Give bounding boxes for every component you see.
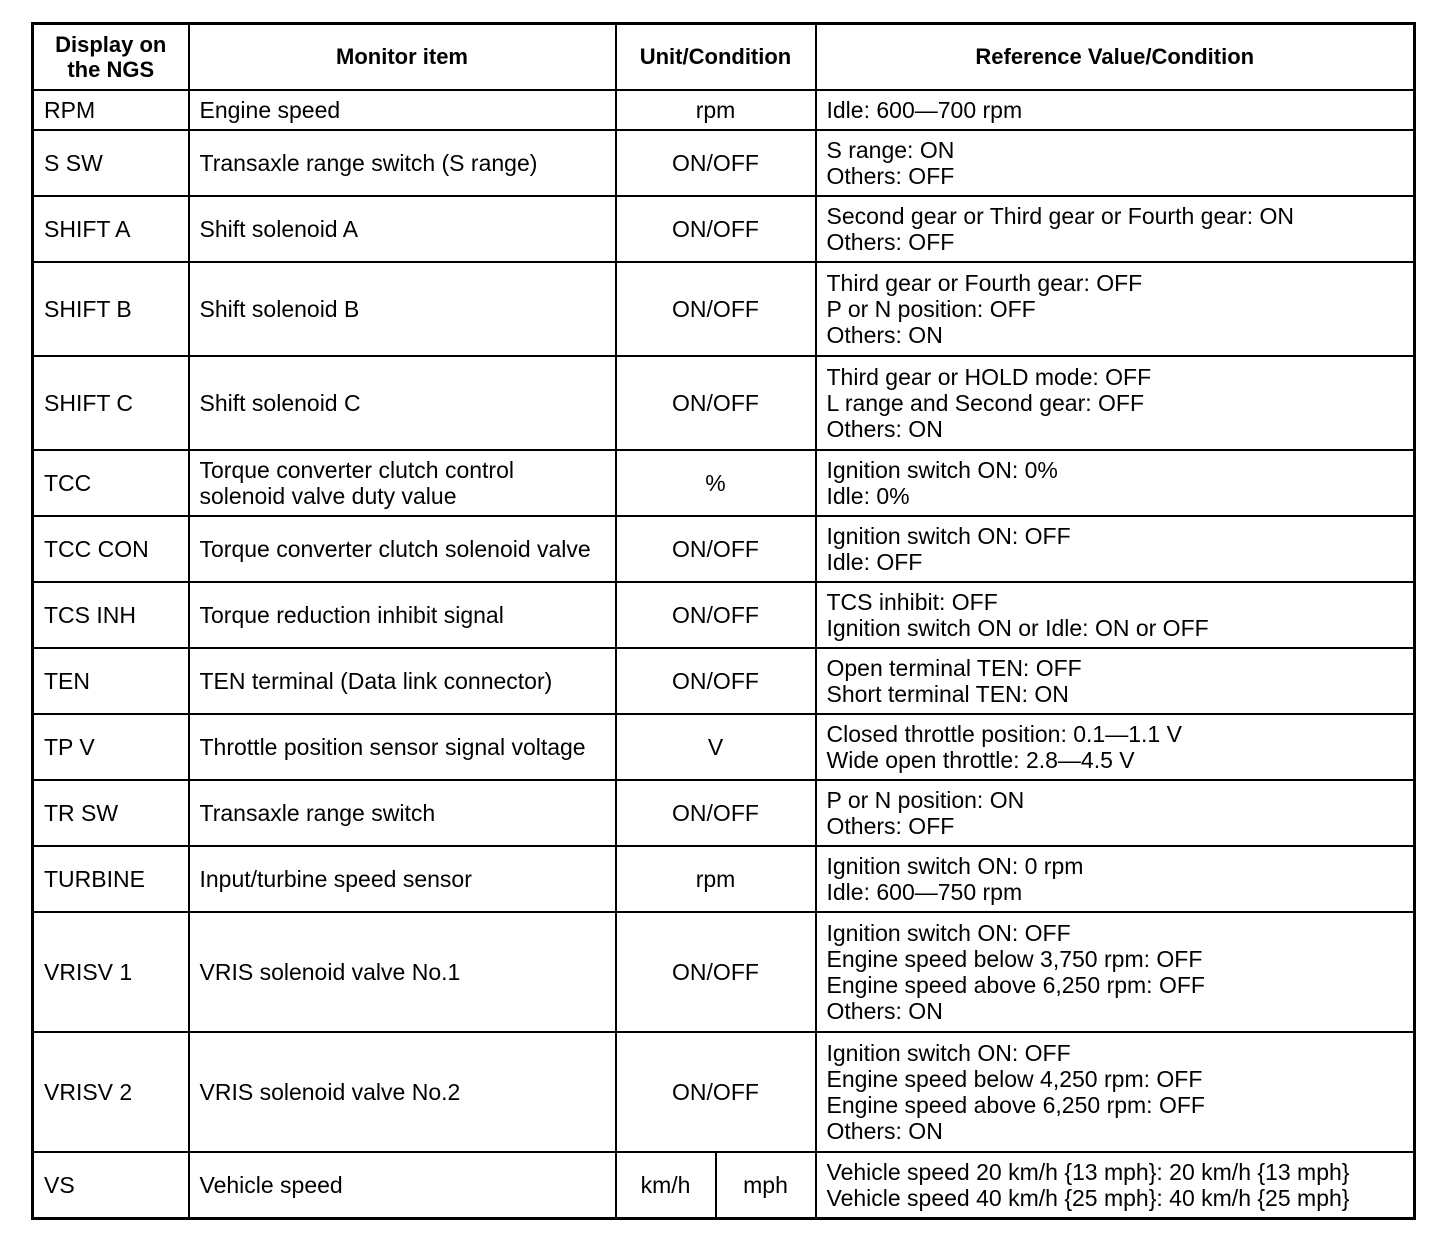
reference-cell [816, 780, 1415, 846]
monitor-cell: Engine speed [189, 90, 616, 130]
display-cell: S SW [33, 130, 189, 196]
reference-line: Ignition switch ON: 0% [826, 456, 1058, 483]
unit-cell: ON/OFF [616, 780, 816, 846]
table-row [33, 1032, 1415, 1152]
reference-cell [816, 516, 1415, 582]
unit-subcell: mph [715, 1153, 815, 1217]
display-cell: TP V [33, 714, 189, 780]
reference-cell [816, 90, 1415, 130]
table-row [33, 130, 1415, 196]
monitor-cell: Vehicle speed [189, 1152, 616, 1219]
reference-table [31, 22, 1416, 1220]
reference-line: TCS inhibit: OFF [826, 588, 998, 615]
reference-line: Idle: 600—700 rpm [826, 96, 1023, 123]
unit-subcell: km/h [640, 1171, 691, 1198]
reference-line: Closed throttle position: 0.1—1.1 V [826, 720, 1182, 747]
header-unit: Unit/Condition [616, 24, 816, 90]
display-cell: SHIFT B [33, 262, 189, 356]
reference-cell [816, 714, 1415, 780]
reference-line: P or N position: ON [826, 786, 1025, 813]
unit-cell: ON/OFF [616, 356, 816, 450]
reference-line: Others: OFF [826, 162, 955, 189]
header-reference: Reference Value/Condition [816, 24, 1415, 90]
reference-line: S range: ON [826, 136, 955, 163]
reference-line: Ignition switch ON: OFF [826, 1039, 1071, 1066]
reference-line: Others: ON [826, 321, 943, 348]
monitor-cell: Torque reduction inhibit signal [189, 582, 616, 648]
table-row [33, 262, 1415, 356]
reference-line: Idle: 600—750 rpm [826, 878, 1023, 905]
reference-line: Engine speed above 6,250 rpm: OFF [826, 1091, 1205, 1118]
display-cell: TEN [33, 648, 189, 714]
reference-line: Second gear or Third gear or Fourth gear: ON [826, 202, 1294, 229]
unit-cell: V [616, 714, 816, 780]
unit-cell: ON/OFF [616, 1032, 816, 1152]
reference-cell [816, 1152, 1415, 1219]
monitor-cell: Throttle position sensor signal voltage [189, 714, 616, 780]
table-row [33, 780, 1415, 846]
reference-cell [816, 912, 1415, 1032]
reference-line: Idle: OFF [826, 548, 923, 575]
display-cell: SHIFT A [33, 196, 189, 262]
reference-line: P or N position: OFF [826, 295, 1036, 322]
reference-cell [816, 356, 1415, 450]
unit-cell: rpm [616, 846, 816, 912]
reference-line: Others: OFF [826, 812, 955, 839]
reference-cell [816, 1032, 1415, 1152]
reference-line: Others: OFF [826, 228, 955, 255]
display-cell: RPM [33, 90, 189, 130]
unit-cell: ON/OFF [616, 262, 816, 356]
monitor-cell: Torque converter clutch control solenoid valve duty value [189, 450, 616, 516]
monitor-cell: Shift solenoid B [189, 262, 616, 356]
display-cell: SHIFT C [33, 356, 189, 450]
reference-cell [816, 648, 1415, 714]
display-cell: VRISV 1 [33, 912, 189, 1032]
display-cell: VS [33, 1152, 189, 1219]
monitor-cell: Torque converter clutch solenoid valve [189, 516, 616, 582]
unit-cell: ON/OFF [616, 648, 816, 714]
table-row [33, 648, 1415, 714]
reference-line: Ignition switch ON: 0 rpm [826, 852, 1084, 879]
reference-line: Wide open throttle: 2.8—4.5 V [826, 746, 1135, 773]
monitor-cell: Shift solenoid A [189, 196, 616, 262]
reference-line: Short terminal TEN: ON [826, 680, 1069, 707]
reference-line: Third gear or HOLD mode: OFF [826, 363, 1152, 390]
table-row [33, 90, 1415, 130]
reference-line: Engine speed below 4,250 rpm: OFF [826, 1065, 1203, 1092]
monitor-cell: TEN terminal (Data link connector) [189, 648, 616, 714]
reference-cell [816, 450, 1415, 516]
reference-cell [816, 846, 1415, 912]
unit-cell-split [616, 1152, 816, 1219]
header-row [33, 24, 1415, 90]
table-row [33, 846, 1415, 912]
table-row [33, 356, 1415, 450]
monitor-cell: VRIS solenoid valve No.1 [189, 912, 616, 1032]
reference-line: Open terminal TEN: OFF [826, 654, 1082, 681]
table-row [33, 714, 1415, 780]
display-cell: TCS INH [33, 582, 189, 648]
display-cell: VRISV 2 [33, 1032, 189, 1152]
unit-cell: % [616, 450, 816, 516]
unit-cell: ON/OFF [616, 516, 816, 582]
table-row [33, 582, 1415, 648]
unit-cell: ON/OFF [616, 196, 816, 262]
monitor-cell: Transaxle range switch [189, 780, 616, 846]
reference-cell [816, 196, 1415, 262]
reference-line: Ignition switch ON: OFF [826, 919, 1071, 946]
reference-line: Others: ON [826, 415, 943, 442]
table-row [33, 196, 1415, 262]
reference-line: Engine speed below 3,750 rpm: OFF [826, 945, 1203, 972]
unit-cell: ON/OFF [616, 582, 816, 648]
display-cell: TR SW [33, 780, 189, 846]
reference-line: Third gear or Fourth gear: OFF [826, 269, 1143, 296]
table-row [33, 450, 1415, 516]
reference-cell [816, 582, 1415, 648]
reference-cell [816, 130, 1415, 196]
reference-line: Vehicle speed 40 km/h {25 mph}: 40 km/h {25 mph} [826, 1184, 1350, 1211]
reference-line: Others: ON [826, 1117, 943, 1144]
monitor-cell: Transaxle range switch (S range) [189, 130, 616, 196]
reference-line: Idle: 0% [826, 482, 910, 509]
reference-line: Engine speed above 6,250 rpm: OFF [826, 971, 1205, 998]
display-cell: TCC CON [33, 516, 189, 582]
reference-line: L range and Second gear: OFF [826, 389, 1145, 416]
table-row [33, 1152, 1415, 1219]
monitor-cell: VRIS solenoid valve No.2 [189, 1032, 616, 1152]
reference-line: Others: ON [826, 997, 943, 1024]
header-display: Display on the NGS [33, 24, 189, 90]
unit-cell: ON/OFF [616, 130, 816, 196]
header-monitor: Monitor item [189, 24, 616, 90]
reference-cell [816, 262, 1415, 356]
table-row [33, 516, 1415, 582]
monitor-cell: Shift solenoid C [189, 356, 616, 450]
unit-cell: rpm [616, 90, 816, 130]
table-row [33, 912, 1415, 1032]
unit-cell: ON/OFF [616, 912, 816, 1032]
reference-line: Ignition switch ON: OFF [826, 522, 1071, 549]
display-cell: TCC [33, 450, 189, 516]
reference-line: Vehicle speed 20 km/h {13 mph}: 20 km/h {13 mph} [826, 1158, 1350, 1185]
display-cell: TURBINE [33, 846, 189, 912]
monitor-cell: Input/turbine speed sensor [189, 846, 616, 912]
reference-line: Ignition switch ON or Idle: ON or OFF [826, 614, 1209, 641]
table-body [33, 90, 1415, 1219]
